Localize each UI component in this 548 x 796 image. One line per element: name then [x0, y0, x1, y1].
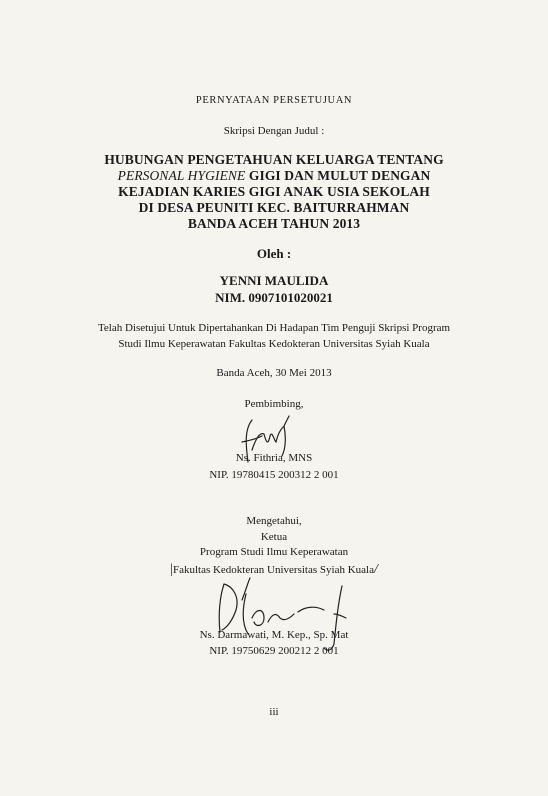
- subheading: Skripsi Dengan Judul :: [223, 125, 325, 137]
- chair-signature: [202, 574, 352, 654]
- chair-nip: NIP. 19750629 200212 2 001: [209, 645, 339, 657]
- acknowledged-label: Mengetahui,: [246, 515, 302, 527]
- faculty-right-mark: /: [373, 562, 378, 577]
- faculty-text: Fakultas Kedokteran Universitas Syiah Kuala: [172, 564, 374, 576]
- title-italic: PERSONAL HYGIENE: [117, 168, 246, 183]
- oleh-label: Oleh :: [256, 246, 292, 261]
- advisor-name: Ns. Fithria, MNS: [235, 452, 313, 464]
- approval-line-2: Studi Ilmu Keperawatan Fakultas Kedokteran Universitas Syiah Kuala: [118, 338, 430, 350]
- author-name: YENNI MAULIDA: [219, 273, 329, 288]
- advisor-label: Pembimbing,: [244, 398, 304, 410]
- advisor-nip: NIP. 19780415 200312 2 001: [209, 469, 339, 481]
- page-heading: PERNYATAAN PERSETUJUAN: [195, 95, 353, 106]
- title-line-4: DI DESA PEUNITI KEC. BAITURRAHMAN: [138, 200, 410, 215]
- faculty-left-mark: |: [170, 562, 173, 577]
- program-line: Program Studi Ilmu Keperawatan: [199, 546, 349, 558]
- place-date: Banda Aceh, 30 Mei 2013: [216, 367, 332, 379]
- page-number: iii: [269, 706, 279, 718]
- approval-line-1: Telah Disetujui Untuk Dipertahankan Di Hadapan Tim Penguji Skripsi Program: [97, 322, 451, 334]
- title-line-2: [0, 168, 548, 184]
- title-line-5: BANDA ACEH TAHUN 2013: [187, 216, 361, 231]
- title-line-1: HUBUNGAN PENGETAHUAN KELUARGA TENTANG: [104, 152, 444, 167]
- title-line-3: KEJADIAN KARIES GIGI ANAK USIA SEKOLAH: [118, 184, 430, 199]
- chair-name: Ns. Darmawati, M. Kep., Sp. Mat: [199, 629, 349, 641]
- author-nim: NIM. 0907101020021: [215, 290, 333, 305]
- chair-title: Ketua: [260, 531, 288, 543]
- title-line-2-rest: GIGI DAN MULUT DENGAN: [248, 168, 431, 183]
